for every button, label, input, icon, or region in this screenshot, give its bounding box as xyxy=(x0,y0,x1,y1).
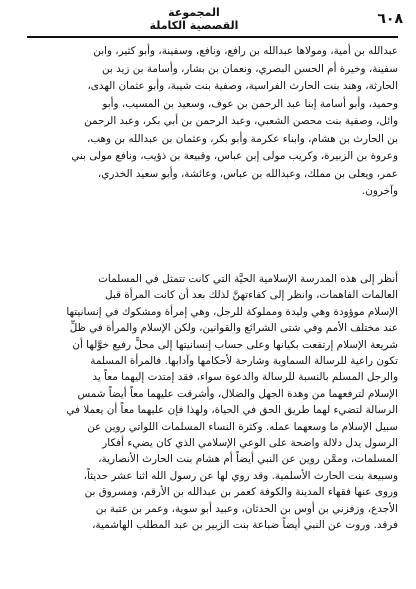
paragraph-narrators xyxy=(20,43,398,201)
text-line: عبدالله بن أمية، ومولاها عبدالله بن رافع، ونافع، وسفينة، وأبو كثير، وابن xyxy=(93,45,398,57)
book-title-line-2: القصصية الكاملة xyxy=(149,19,239,32)
text-line: وآخرون. xyxy=(361,185,398,197)
text-line: الرسالة لتضيء لهما طريق الحق في الحياة، ولهذا فإن عليهما معاً أن يعملا في xyxy=(66,404,398,417)
text-line: سبيل الإسلام ما وسعهما عمله. وكثرة النساء المسلمات اللواتي روين عن xyxy=(87,420,398,433)
text-line: وسبيعة بنت الحارث الأسلمية. وقد روي لها عن رسول الله اثنا عشر حديثاً، xyxy=(83,469,398,482)
text-line: والرجل المسلم بالنسبة للرسالة والدعوة سواء، فقد إمتدت إليهما معاً يد xyxy=(92,371,398,384)
page-number: ٦٠٨ xyxy=(377,11,403,27)
text-line: المسلمات، وممَّن روين عن النبي أيضاً أم هشام بنت الحارث الأنصارية، xyxy=(98,453,398,466)
text-line: عند مختلف الأمم وفي شتى الشرائع والقوانين، ولكن الإسلام والمرأة في ظلِّ xyxy=(69,322,398,335)
book-title xyxy=(136,6,252,32)
text-line: وروى عنها فقهاء المدينة والكوفة كعمر بن عبدالله بن الأرقم، ومسروق بن xyxy=(84,486,398,499)
text-line: بن الحارث بن هشام، وابناء عكرمة وأبو بكر، وعثمان بن عبدالله بن وهب، xyxy=(86,132,398,145)
text-line: وحميد، وأبو أسامة إبنا عبد الرحمن بن عوف، وسعيد بن المسيب، وأبو xyxy=(102,97,398,110)
text-line: عمر، ويعلى بن مملك، وعبدالله بن عباس، وعائشة، وأبو سعيد الخدري، xyxy=(97,167,398,180)
text-line: الأجدع، وزفزني بن أوس بن الحدثان، وعبيد أبو سوية، وعمر بن عتبة بن xyxy=(95,502,398,515)
text-line: وعروة بن الزبيرة، وكريب مولى إبن عباس، وقبيعة بن ذؤيب، ونافع مولى بني xyxy=(71,150,398,162)
text-line: العالمات الفاهمات، وانظر إلى كفاءتهنَّ لذلك بعد أن كانت المرأة قبل xyxy=(105,289,398,302)
text-line: الإسلام لترفعهما من وهدة الجهل والضلال، وأشرقت عليهما معاً أيضاً شمس xyxy=(77,387,398,400)
text-line: الإسلام موؤودة وهي وليدة ومملوكة للرجل، وهي إمرأة ومشكوك في إنسانيتها xyxy=(66,305,398,318)
text-line: الحارثة، وهند بنت الحارث الفراسية، وصفية بنت شيبة، وأبو عثمان الهدى، xyxy=(87,80,398,92)
text-line: وائل، وصفية بنت محصن الشعبي، وعبد الرحمن بن أبي بكر، وعبد الرحمن xyxy=(84,115,398,127)
text-line: فرقد. وروت عن النبي أيضاً ضباعة بنت الزبير بن عبد المطلب الهاشمية، xyxy=(92,519,398,532)
book-title-line-1: المجموعة xyxy=(168,6,220,19)
header-divider xyxy=(27,36,398,38)
text-line: تكون راعية للرسالة السماوية وشارحة لأحكامها وآدابها. فالمرأة المسلمة xyxy=(90,355,398,368)
paragraph-islamic-school xyxy=(20,271,398,534)
text-line: أنظر إلى هذه المدرسة الإسلامية الحيَّة التي كانت تتمثل في المسلمات xyxy=(98,273,398,285)
text-line: الرسول يدل دلالة واضحة على الوعي الإسلامي الذي كان يضيء أفكار xyxy=(102,437,398,450)
text-line: شريعة الإسلام إرتفعت بكيانها وعلى حساب إنسانيتها إلى محلٍّ رفيع خوَّلها أن xyxy=(72,338,398,351)
text-line: سفينة، وخيرة أم الحسن البصري، ونعمان بن بشار، وأسامة بن زيد بن xyxy=(101,62,398,75)
